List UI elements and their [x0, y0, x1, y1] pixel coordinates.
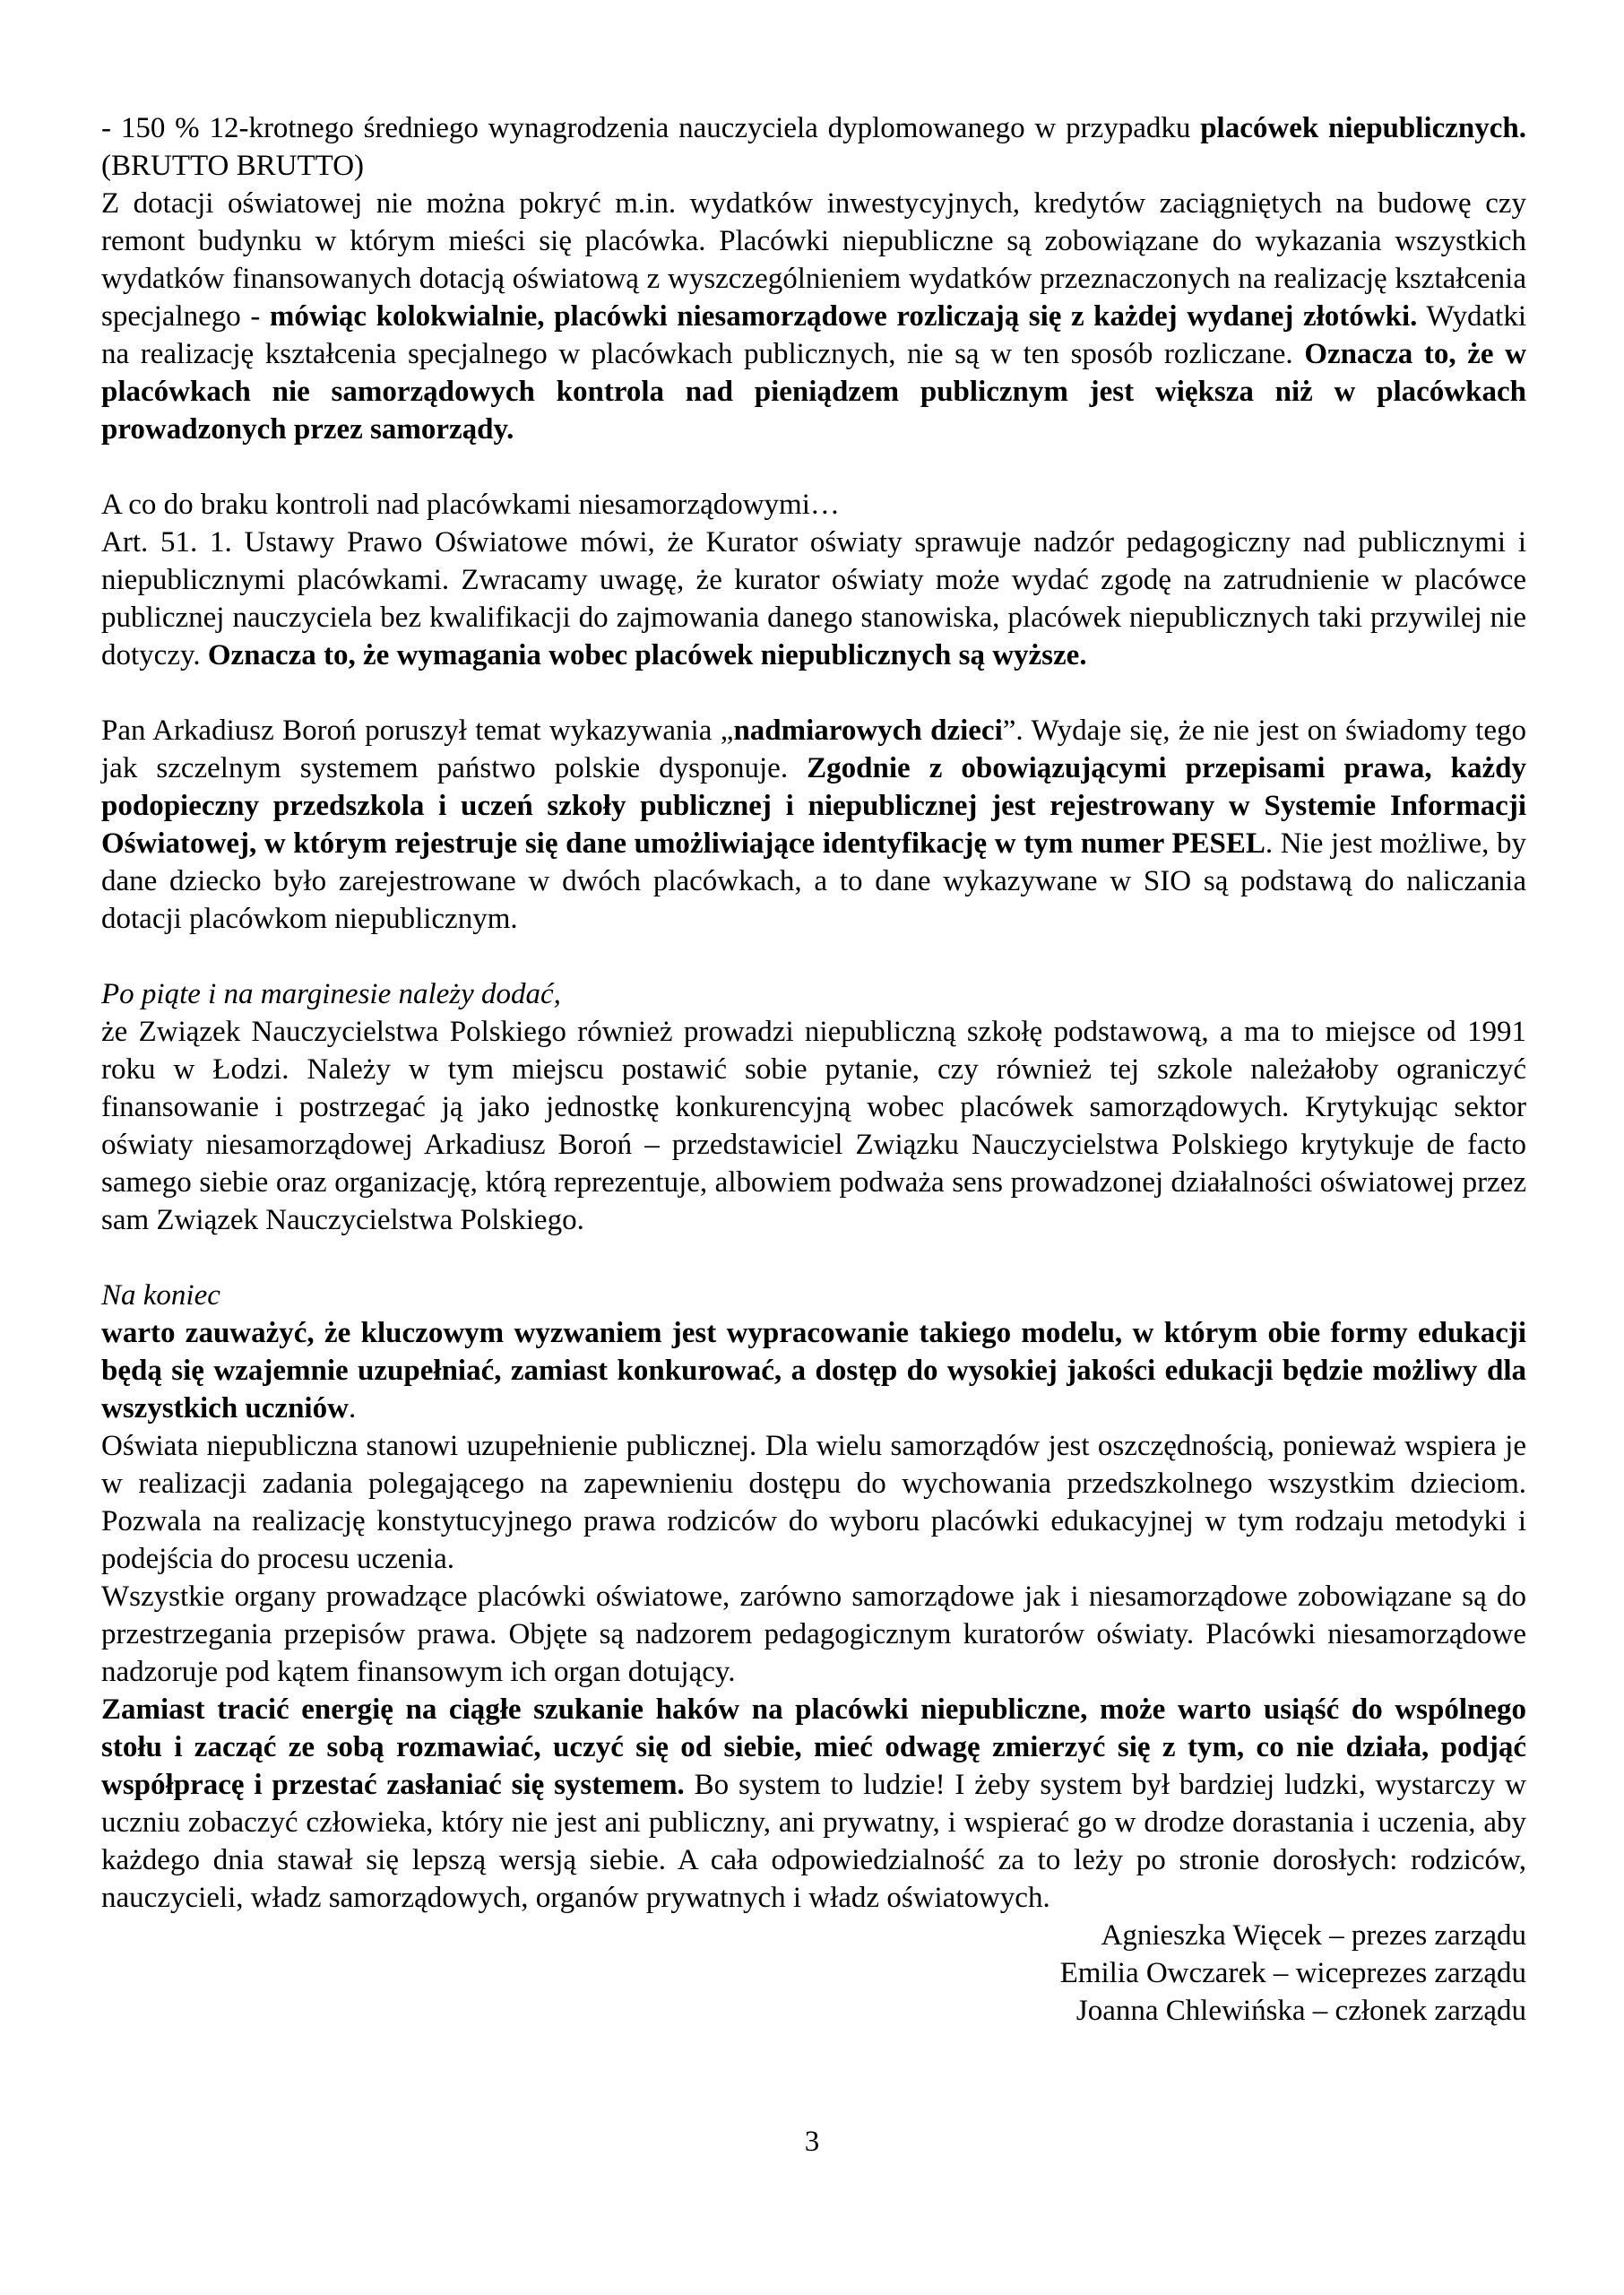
signature-wiceprezes [101, 1954, 1526, 1992]
heading-po-piate [101, 975, 1526, 1013]
signature-prezes [101, 1917, 1526, 1954]
text-run: Art. 51. 1. Ustawy Prawo Oświatowe mówi, że Kurator oświaty sprawuje nadzór pedagogiczny nad publicznymi i niepublicznymi placówkami. Zwracamy uwagę, że kurator oświaty może wydać zgodę na zatrudnienie w placówce publicznej nauczyciela bez kwalifikacji do zajmowania danego stanowiska, placówek niepublicznych taki przywilej nie dotyczy. [101, 526, 1526, 671]
text-run: Pan Arkadiusz Boroń poruszył temat wykazywania „ [101, 714, 734, 747]
text-run: Bo system to ludzie! I żeby system był bardziej ludzki, wystarczy w uczniu zobaczyć człowieka, który nie jest ani publiczny, ani prywatny, i wspierać go w drodze dorastania i uczenia, aby każdego dnia stawał się lepszą wersją siebie. A cała odpowiedzialność za to leży po stronie dorosłych: rodziców, nauczycieli, władz samorządowych, organów prywatnych i władz oświatowych. [101, 1769, 1526, 1914]
text-run: nadmiarowych dzieci [733, 714, 1003, 747]
text-run: mówiąc kolokwialnie, placówki niesamorządowe rozliczają się z każdej wydanej złotówki. [269, 300, 1418, 333]
text-run: A co do braku kontroli nad placówkami niesamorządowymi… [101, 489, 840, 521]
para-brak-kontroli-intro [101, 486, 1526, 524]
para-oswiata-niepubliczna [101, 1427, 1526, 1578]
text-run: Z dotacji oświatowej nie można pokryć m.in. wydatków inwestycyjnych, kredytów zaciągniętych na budowę czy remont budynku w którym mieści się placówka. Placówki niepubliczne są zobowiązane do wykazania wszystkich wydatków finansowanych dotacją oświatową z wyszczególnieniem wydatków przeznaczonych na realizację kształcenia specjalnego - [101, 187, 1526, 333]
text-run: Joanna Chlewińska – członek zarządu [1075, 1995, 1526, 2027]
text-run: Agnieszka Więcek – prezes zarządu [1101, 1919, 1526, 1952]
text-run: Zamiast tracić energię na ciągłe szukanie haków na placówki niepubliczne, może warto usiąść do wspólnego stołu i zacząć ze sobą rozmawiać, uczyć się od siebie, mieć odwagę zmierzyć się z tym, co nie działa, podjąć współpracę i przestać zasłaniać się systemem. [101, 1693, 1526, 1801]
paragraph-gap [101, 938, 1526, 975]
text-run: placówek niepublicznych. [1200, 112, 1526, 144]
text-run: że Związek Nauczycielstwa Polskiego również prowadzi niepubliczną szkołę podstawową, a ma to miejsce od 1991 roku w Łodzi. Należy w tym miejscu postawić sobie pytanie, czy również tej szkole należałoby ograniczyć finansowanie i postrzegać ją jako jednostkę konkurencyjną wobec placówek samorządowych. Krytykując sektor oświaty niesamorządowej Arkadiusz Boroń – przedstawiciel Związku Nauczycielstwa Polskiego krytykuje de facto samego siebie oraz organizację, którą reprezentuje, albowiem podważa sens prowadzonej działalności oświatowej przez sam Związek Nauczycielstwa Polskiego. [101, 1016, 1526, 1236]
para-zwiazek-nauczycielstwa [101, 1013, 1526, 1239]
paragraph-gap [101, 674, 1526, 712]
heading-na-koniec [101, 1277, 1526, 1314]
para-wszystkie-organy [101, 1578, 1526, 1691]
para-zamiast-tracic [101, 1691, 1526, 1917]
text-run: Emilia Owczarek – wiceprezes zarządu [1059, 1957, 1526, 1989]
list-item-150-percent [101, 109, 1526, 185]
text-run: Oznacza to, że w placówkach nie samorządowych kontrola nad pieniądzem publicznym jest większa niż w placówkach prowadzonych przez samorządy. [101, 338, 1526, 446]
text-run: Po piąte i na marginesie należy dodać, [101, 978, 561, 1010]
text-run: Zgodnie z obowiązującymi przepisami prawa, każdy podopieczny przedszkola i uczeń szkoły publicznej i niepublicznej jest rejestrowany w Systemie Informacji Oświatowej, w którym rejestruje się dane umożliwiające identyfikację w tym numer PESEL [101, 752, 1527, 860]
text-run: Na koniec [101, 1279, 220, 1312]
paragraph-gap [101, 448, 1526, 486]
paragraph-gap [101, 1239, 1526, 1277]
text-run: Oświata niepubliczna stanowi uzupełnienie publicznej. Dla wielu samorządów jest oszczędnością, ponieważ wspiera je w realizacji zadania polegającego na zapewnieniu dostępu do wychowania przedszkolnego wszystkim dzieciom. Pozwala na realizację konstytucyjnego prawa rodziców do wyboru placówki edukacyjnej w tym rodzaju metodyki i podejścia do procesu uczenia. [101, 1430, 1526, 1575]
para-nadmiarowe-dzieci [101, 712, 1526, 938]
document-body [101, 109, 1526, 2030]
para-kluczowe-wyzwanie [101, 1314, 1526, 1427]
text-run: (BRUTTO BRUTTO) [101, 150, 365, 182]
para-dotacja-oswiatowa [101, 185, 1526, 448]
text-run: Wszystkie organy prowadzące placówki oświatowe, zarówno samorządowe jak i niesamorządowe zobowiązane są do przestrzegania przepisów prawa. Objęte są nadzorem pedagogicznym kuratorów oświaty. Placówki niesamorządowe nadzoruje pod kątem finansowym ich organ dotujący. [101, 1581, 1526, 1688]
text-run: Wydatki na realizację kształcenia specjalnego w placówkach publicznych, nie są w ten sposób rozliczane. [101, 300, 1526, 370]
text-run: ”. Wydaje się, że nie jest on świadomy tego jak szczelnym systemem państwo polskie dysponuje. [101, 714, 1526, 784]
para-art-51 [101, 524, 1526, 674]
text-run: . [348, 1392, 357, 1425]
text-run: Oznacza to, że wymagania wobec placówek niepublicznych są wyższe. [207, 639, 1087, 671]
page-number: 3 [804, 2126, 820, 2158]
signature-czlonek [101, 1992, 1526, 2030]
text-run: warto zauważyć, że kluczowym wyzwaniem jest wypracowanie takiego modelu, w którym obie formy edukacji będą się wzajemnie uzupełniać, zamiast konkurować, a dostęp do wysokiej jakości edukacji będzie możliwy dla wszystkich uczniów [101, 1317, 1526, 1425]
text-run: - 150 % 12-krotnego średniego wynagrodzenia nauczyciela dyplomowanego w przypadku [101, 112, 1201, 144]
text-run: . Nie jest możliwe, by dane dziecko było zarejestrowane w dwóch placówkach, a to dane wykazywane w SIO są podstawą do naliczania dotacji placówkom niepublicznym. [101, 827, 1526, 935]
